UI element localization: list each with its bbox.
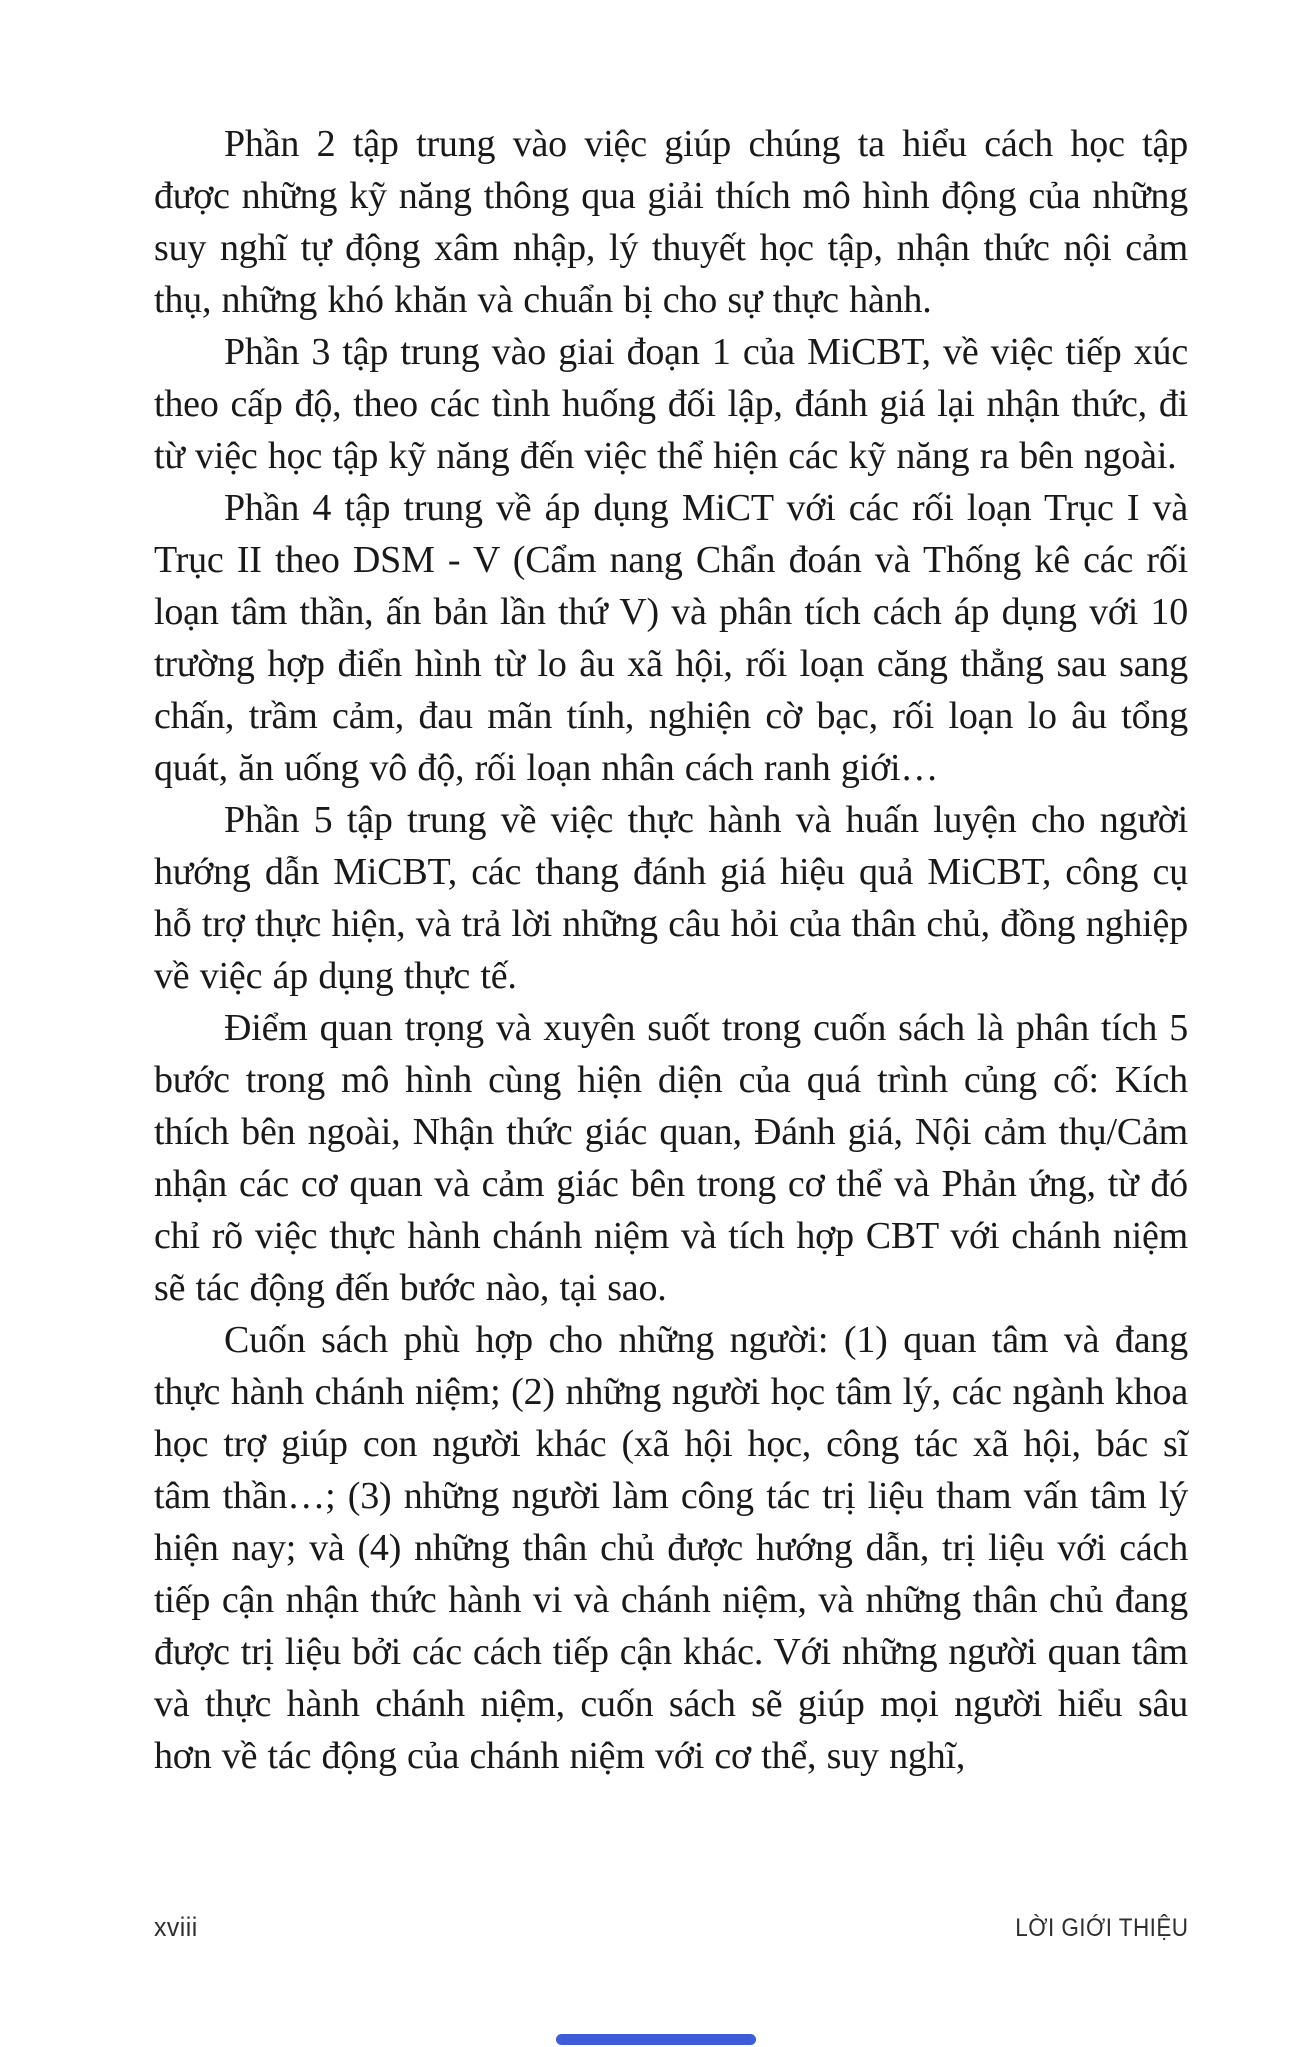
- page-body: [154, 118, 1188, 1782]
- paragraph: Phần 2 tập trung vào việc giúp chúng ta hiểu cách học tập được những kỹ năng thông qua giải thích mô hình động của những suy nghĩ tự động xâm nhập, lý thuyết học tập, nhận thức nội cảm thụ, những khó khăn và chuẩn bị cho sự thực hành.: [154, 123, 1188, 321]
- paragraph: Cuốn sách phù hợp cho những người: (1) quan tâm và đang thực hành chánh niệm; (2) những người học tâm lý, các ngành khoa học trợ giúp con người khác (xã hội học, công tác xã hội, bác sĩ tâm thần…; (3) những người làm công tác trị liệu tham vấn tâm lý hiện nay; và (4) những thân chủ được hướng dẫn, trị liệu với cách tiếp cận nhận thức hành vi và chánh niệm, và những thân chủ đang được trị liệu bởi các cách tiếp cận khác. Với những người quan tâm và thực hành chánh niệm, cuốn sách sẽ giúp mọi người hiểu sâu hơn về tác động của chánh niệm với cơ thể, suy nghĩ,: [154, 1319, 1188, 1777]
- running-title: LỜI GIỚI THIỆU: [1014, 1914, 1188, 1942]
- paragraph: Phần 4 tập trung về áp dụng MiCT với các rối loạn Trục I và Trục II theo DSM - V (Cẩm nang Chẩn đoán và Thống kê các rối loạn tâm thần, ấn bản lần thứ V) và phân tích cách áp dụng với 10 trường hợp điển hình từ lo âu xã hội, rối loạn căng thẳng sau sang chấn, trầm cảm, đau mãn tính, nghiện cờ bạc, rối loạn lo âu tổng quát, ăn uống vô độ, rối loạn nhân cách ranh giới…: [154, 487, 1188, 789]
- paragraph: Điểm quan trọng và xuyên suốt trong cuốn sách là phân tích 5 bước trong mô hình cùng hiện diện của quá trình củng cố: Kích thích bên ngoài, Nhận thức giác quan, Đánh giá, Nội cảm thụ/Cảm nhận các cơ quan và cảm giác bên trong cơ thể và Phản ứng, từ đó chỉ rõ việc thực hành chánh niệm và tích hợp CBT với chánh niệm sẽ tác động đến bước nào, tại sao.: [154, 1007, 1188, 1309]
- page-footer: [154, 1912, 1188, 1943]
- paragraph: Phần 3 tập trung vào giai đoạn 1 của MiCBT, về việc tiếp xúc theo cấp độ, theo các tình huống đối lập, đánh giá lại nhận thức, đi từ việc học tập kỹ năng đến việc thể hiện các kỹ năng ra bên ngoài.: [154, 331, 1188, 477]
- paragraph: Phần 5 tập trung về việc thực hành và huấn luyện cho người hướng dẫn MiCBT, các thang đánh giá hiệu quả MiCBT, công cụ hỗ trợ thực hiện, và trả lời những câu hỏi của thân chủ, đồng nghiệp về việc áp dụng thực tế.: [154, 799, 1188, 997]
- page-number: xviii: [154, 1912, 198, 1942]
- progress-indicator-bar: [556, 2034, 756, 2045]
